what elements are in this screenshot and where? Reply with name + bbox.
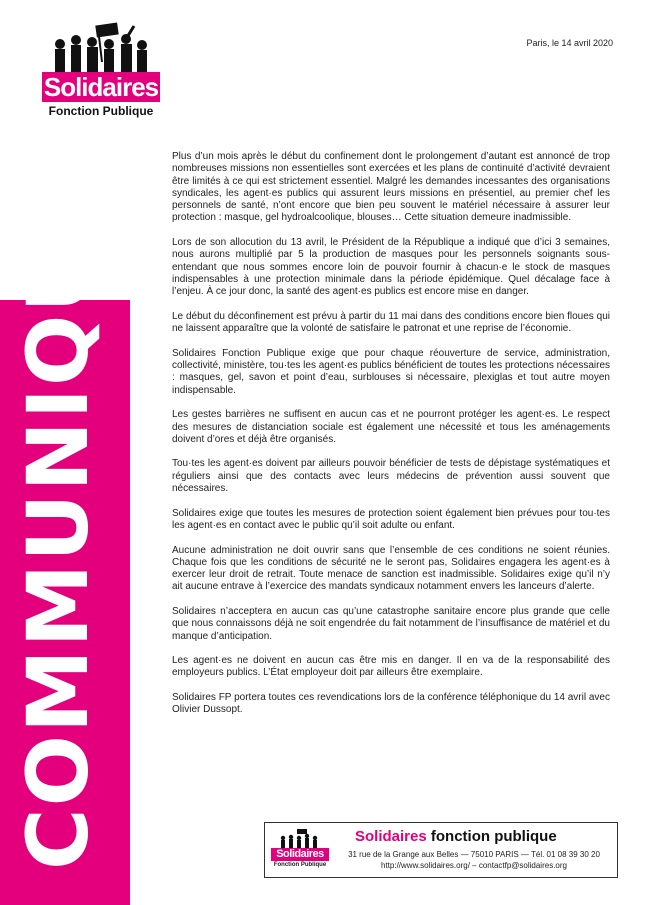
footer-logo-subtitle: Fonction Publique — [273, 862, 327, 868]
document-date: Paris, le 14 avril 2020 — [526, 38, 613, 48]
body-paragraph: Aucune administration ne doit ouvrir sans que l’ensemble de ces conditions ne soient réunies. Chaque fois que les conditions de sécurité ne le seront pas, Solidaires engagera les agent·es à exercer leur droit de retrait. Toute menace de sanction est inadmissible. Solidaires exige qu’il n’y ait aucune entrave à l’exercice des mandats syndicaux notamment envers les lanceurs d’alerte. — [172, 544, 610, 593]
footer-contact-box — [264, 822, 618, 878]
logo-subtitle: Fonction Publique — [48, 104, 154, 118]
solidaires-logo — [34, 22, 164, 122]
body-paragraph: Les gestes barrières ne suffisent en aucun cas et ne pourront protéger les agent·es. Le respect des mesures de distanciation sociale est également une nécessité et tous les aménagements doivent d’ores et déjà être organisés. — [172, 409, 610, 445]
communique-body — [172, 151, 610, 729]
logo-wordmark: Solidaires — [43, 72, 159, 102]
footer-title-rest: fonction publique — [426, 828, 557, 845]
crowd-silhouette-icon — [46, 22, 156, 72]
footer-title-brand: Solidaires — [355, 828, 427, 845]
body-paragraph: Solidaires Fonction Publique exige que pour chaque réouverture de service, administration, collectivité, ministère, tou·tes les agent·es publics bénéficient de toutes les protections nécessaires : masques, gel, savon et point d’eau, surblouses si nécessaire, plexiglas et tout autre moyen indispensable. — [172, 347, 611, 396]
crowd-silhouette-icon — [277, 829, 323, 849]
body-paragraph: Le début du déconfinement est prévu à partir du 11 mai dans des conditions encore bien floues qui ne laissent apparaître que la volonté de satisfaire le patronat et une reprise de l’économie. — [172, 310, 610, 335]
body-paragraph: Lors de son allocution du 13 avril, le Président de la République a indiqué que d’ici 3 semaines, nous aurons multiplié par 5 la production de masques pour les personnels soignants sous-entendant que nous sommes encore loin de pouvoir fournir à chacun·e le stock de masques indispensables à une protection minimale dans la période épidémique. Quel décalage face à l’enjeu. À ce jour donc, la santé des agent·es publics est encore mise en danger. — [172, 237, 610, 298]
footer-address: 31 rue de la Grange aux Belles — 75010 PARIS — Tél. 01 08 39 30 20 — [348, 850, 600, 859]
footer-title — [355, 828, 557, 845]
footer-logo-wordmark: Solidaires — [271, 848, 329, 861]
body-paragraph: Les agent·es ne doivent en aucun cas être mis en danger. Il en va de la responsabilité des employeurs publics. L’État employeur doit par ailleurs être exemplaire. — [172, 655, 610, 679]
body-paragraph: Solidaires n’acceptera en aucun cas qu’une catastrophe sanitaire encore plus grande que celle que nous connaissons déjà ne soit engendrée du fait notamment de l’insuffisance de matériel et du manque d’anticipation. — [172, 605, 610, 642]
body-paragraph: Solidaires exige que toutes les mesures de protection soient également bien prévues pour tou·tes les agent·es en contact avec le public qu’il soit adulte ou enfant. — [172, 507, 610, 531]
body-paragraph: Plus d’un mois après le début du confinement dont le prolongement d’autant est annoncé de trop nombreuses missions non essentielles sont exercées et les plans de continuité d’activité devraient être limités à ce qui est strictement essentiel. Malgré les demandes incessantes des organisations syndicales, les agent·es publics qui assurent leurs missions en présentiel, au premier chef les personnels de santé, n’ont encore que bien peu souvent le matériel nécessaire à assurer leur protection : masque, gel hydroalcoolique, blouses… Cette situation demeure inadmissible. — [172, 151, 610, 224]
body-paragraph: Solidaires FP portera toutes ces revendications lors de la conférence téléphonique du 14 avril avec Olivier Dussopt. — [172, 692, 610, 716]
communique-label: COMMUNIQUÉ — [9, 183, 107, 870]
body-paragraph: Tou·tes les agent·es doivent par ailleurs pouvoir bénéficier de tests de dépistage systématiques et réguliers ainsi que des contacts avec leurs médecins de prévention aussi souvent que nécessaires. — [172, 458, 610, 495]
footer-logo — [271, 829, 329, 871]
footer-web-link[interactable]: http://www.solidaires.org/ – contactfp@solidaires.org — [381, 861, 567, 870]
